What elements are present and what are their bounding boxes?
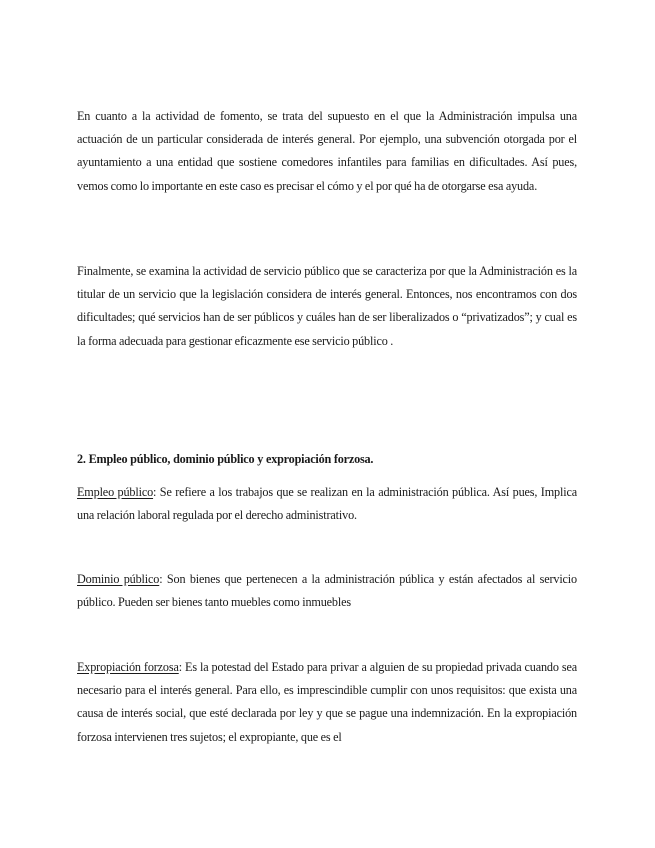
term-empleo-publico: Empleo público [77,485,154,499]
paragraph-dominio-publico [77,568,577,614]
term-expropiacion-forzosa: Expropiación forzosa [77,660,179,674]
definition-empleo-publico: : Se refiere a los trabajos que se realizan en la administración pública. Así pues, Implica una relación laboral regulada por el derecho administrativo. [77,485,577,523]
definition-expropiacion-forzosa: : Es la potestad del Estado para privar a alguien de su propiedad privada cuando sea necesario para el interés general. Para ello, es imprescindible cumplir con unos requisitos: que exista una causa de interés social, que esté declarada por ley y que se pague una indemnización. En la expropiación forzosa intervienen tres sujetos; el expropiante, que es el [77,660,577,744]
paragraph-empleo-publico [77,481,577,527]
definition-dominio-publico: : Son bienes que pertenecen a la administración pública y están afectados al servicio público. Pueden ser bienes tanto muebles como inmuebles [77,572,577,610]
paragraph-servicio-publico: Finalmente, se examina la actividad de servicio público que se caracteriza por que la Administración es la titular de un servicio que la legislación considera de interés general. Entonces, nos encontramos con dos dificultades; qué servicios han de ser públicos y cuáles han de ser liberalizados o “privatizados”; y cual es la forma adecuada para gestionar eficazmente ese servicio público . [77,264,577,348]
paragraph-fomento: En cuanto a la actividad de fomento, se trata del supuesto en el que la Administración impulsa una actuación de un particular considerada de interés general. Por ejemplo, una subvención otorgada por el ayuntamiento a una entidad que sostiene comedores infantiles para familias en dificultades. Así pues, vemos como lo importante en este caso es precisar el cómo y el por qué ha de otorgarse esa ayuda. [77,109,577,193]
term-dominio-publico: Dominio público [77,572,160,586]
paragraph-expropiacion-forzosa [77,656,577,749]
section-heading: 2. Empleo público, dominio público y expropiación forzosa. [77,452,374,466]
